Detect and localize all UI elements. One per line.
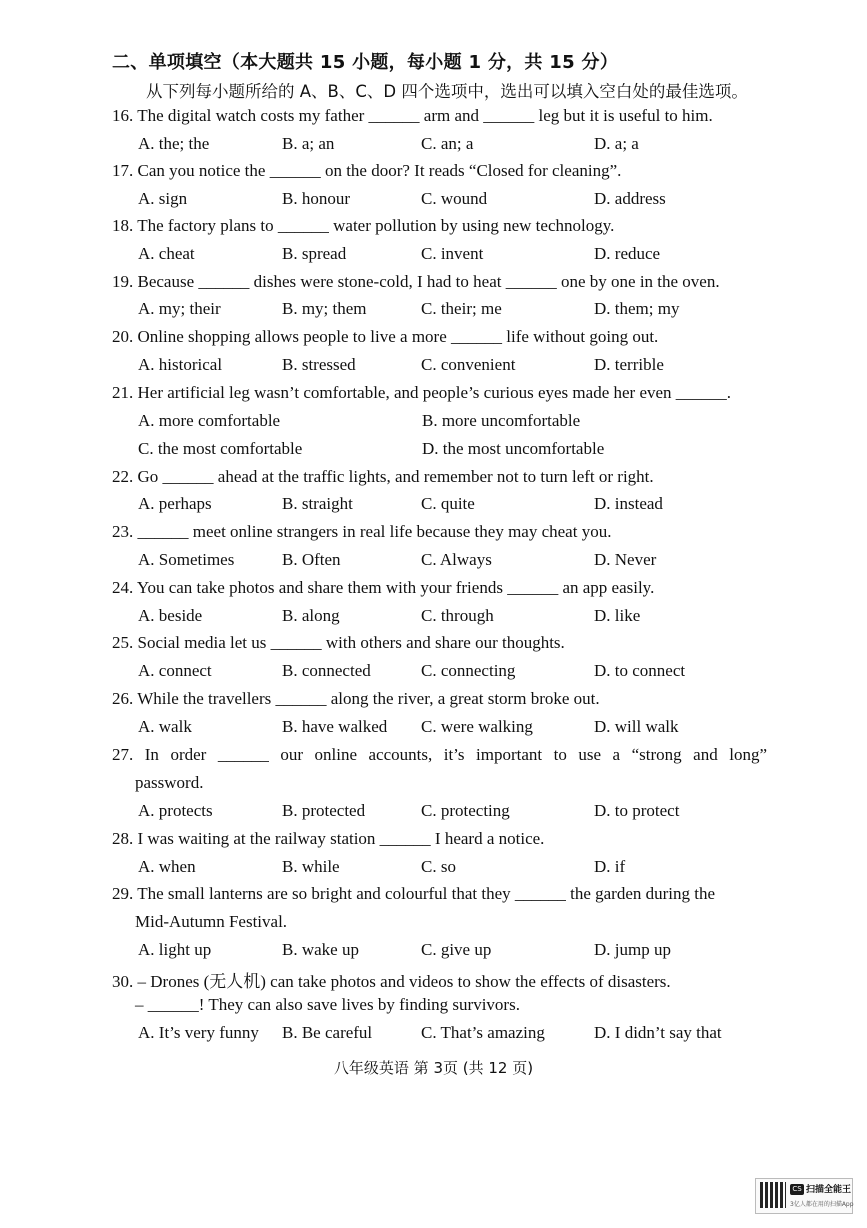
answer-option: A. historical (138, 355, 223, 374)
answer-option: B. my; them (282, 299, 367, 318)
question-16 (112, 106, 713, 126)
question-29 (112, 884, 715, 904)
answer-option: A. light up (138, 940, 212, 959)
question-text: The digital watch costs my father ______ arm and ______ leg but it is useful to him. (137, 106, 713, 125)
answer-option: A. the; the (138, 134, 210, 153)
question-text: Go ______ ahead at the traffic lights, and remember not to turn left or right. (137, 467, 654, 486)
answer-option: B. while (282, 857, 340, 876)
answer-option: B. Be careful (282, 1023, 373, 1042)
question-number: 21. (112, 383, 134, 402)
answer-option: A. more comfortable (138, 411, 281, 430)
question-text-continued: – ______! They can also save lives by finding survivors. (135, 995, 520, 1014)
answer-option: B. straight (282, 494, 353, 513)
question-30 (112, 967, 671, 992)
question-26 (112, 689, 600, 709)
answer-option: C. quite (421, 494, 475, 513)
question-20 (112, 327, 658, 347)
answer-option: B. stressed (282, 355, 356, 374)
answer-option: C. protecting (421, 801, 510, 820)
question-text: Her artificial leg wasn’t comfortable, and people’s curious eyes made her even ______. (137, 383, 732, 402)
answer-option: C. an; a (421, 134, 474, 153)
question-28 (112, 829, 544, 849)
question-23 (112, 522, 611, 542)
question-number: 29. (112, 884, 134, 903)
answer-option: D. I didn’t say that (594, 1023, 722, 1042)
answer-option: C. give up (421, 940, 492, 959)
answer-option: A. protects (138, 801, 213, 820)
answer-option: D. jump up (594, 940, 671, 959)
question-number: 25. (112, 633, 134, 652)
answer-option: D. them; my (594, 299, 680, 318)
answer-option: D. a; a (594, 134, 639, 153)
question-number: 27. (112, 745, 134, 764)
question-number: 17. (112, 161, 134, 180)
answer-option: C. connecting (421, 661, 516, 680)
question-number: 22. (112, 467, 134, 486)
answer-option: B. connected (282, 661, 371, 680)
answer-option: D. reduce (594, 244, 661, 263)
question-text: Because ______ dishes were stone-cold, I had to heat ______ one by one in the oven. (137, 272, 720, 291)
question-number: 30. (112, 972, 134, 991)
answer-option: A. connect (138, 661, 212, 680)
question-17 (112, 161, 621, 181)
answer-option: C. wound (421, 189, 488, 208)
answer-option: A. beside (138, 606, 203, 625)
answer-option: B. protected (282, 801, 366, 820)
question-number: 19. (112, 272, 134, 291)
question-number: 26. (112, 689, 134, 708)
answer-option: A. It’s very funny (138, 1023, 259, 1042)
question-text-continued: Mid-Autumn Festival. (135, 912, 288, 931)
question-text: – Drones (无人机) can take photos and videos to show the effects of disasters. (137, 972, 671, 991)
answer-option: A. walk (138, 717, 192, 736)
answer-option: C. convenient (421, 355, 516, 374)
question-number: 24. (112, 578, 134, 597)
question-number: 18. (112, 216, 134, 235)
question-text: Social media let us ______ with others and share our thoughts. (137, 633, 565, 652)
question-text: Can you notice the ______ on the door? It reads “Closed for cleaning”. (137, 161, 622, 180)
answer-option: C. That’s amazing (421, 1023, 545, 1042)
answer-option: B. wake up (282, 940, 359, 959)
answer-option: C. through (421, 606, 494, 625)
camscanner-logo: CS (790, 1184, 804, 1195)
question-text: You can take photos and share them with your friends ______ an app easily. (136, 578, 655, 597)
question-27 (112, 745, 767, 765)
question-text-continued: password. (135, 773, 204, 792)
question-text: Online shopping allows people to live a more ______ life without going out. (137, 327, 659, 346)
answer-option: A. perhaps (138, 494, 212, 513)
scanner-subtitle: 3亿人都在用的扫描App (790, 1201, 854, 1208)
answer-option: C. invent (421, 244, 484, 263)
answer-option: A. when (138, 857, 196, 876)
scanner-title: 扫描全能王 (806, 1185, 852, 1195)
question-text: The factory plans to ______ water pollution by using new technology. (137, 216, 615, 235)
answer-option: D. address (594, 189, 666, 208)
answer-option: D. terrible (594, 355, 664, 374)
question-text: While the travellers ______ along the river, a great storm broke out. (137, 689, 600, 708)
section-instruction: 从下列每小题所给的 A、B、C、D 四个选项中，选出可以填入空白处的最佳选项。 (146, 82, 748, 101)
answer-option: C. the most comfortable (138, 439, 303, 458)
answer-option: B. more uncomfortable (422, 411, 581, 430)
question-number: 20. (112, 327, 134, 346)
answer-option: A. cheat (138, 244, 195, 263)
answer-option: D. will walk (594, 717, 679, 736)
answer-option: D. the most uncomfortable (422, 439, 605, 458)
question-text: ______ meet online strangers in real life because they may cheat you. (137, 522, 612, 541)
answer-option: C. so (421, 857, 456, 876)
answer-option: D. like (594, 606, 641, 625)
question-24 (112, 578, 654, 598)
question-22 (112, 467, 654, 487)
answer-option: B. Often (282, 550, 341, 569)
answer-option: D. to connect (594, 661, 686, 680)
question-text: The small lanterns are so bright and colourful that they ______ the garden during the (137, 884, 716, 903)
answer-option: B. have walked (282, 717, 388, 736)
qr-code-icon (760, 1182, 786, 1208)
answer-option: A. Sometimes (138, 550, 235, 569)
question-19 (112, 272, 720, 292)
answer-option: B. spread (282, 244, 347, 263)
section-title: 二、单项填空（本大题共 15 小题，每小题 1 分，共 15 分） (112, 52, 619, 73)
answer-option: B. along (282, 606, 340, 625)
question-number: 28. (112, 829, 134, 848)
question-number: 16. (112, 106, 134, 125)
question-18 (112, 216, 614, 236)
question-text: I was waiting at the railway station ______ I heard a notice. (137, 829, 545, 848)
question-number: 23. (112, 522, 134, 541)
answer-option: B. a; an (282, 134, 335, 153)
page-footer: 八年级英语 第 3页 (共 12 页) (333, 1059, 534, 1077)
answer-option: D. Never (594, 550, 657, 569)
answer-option: C. Always (421, 550, 492, 569)
answer-option: C. were walking (421, 717, 533, 736)
answer-option: A. sign (138, 189, 188, 208)
answer-option: A. my; their (138, 299, 221, 318)
answer-option: D. instead (594, 494, 663, 513)
question-25 (112, 633, 565, 653)
answer-option: B. honour (282, 189, 350, 208)
answer-option: D. to protect (594, 801, 680, 820)
question-21 (112, 383, 731, 403)
question-text: In order ______ our online accounts, it’s important to use a “strong and long” (144, 745, 767, 764)
answer-option: D. if (594, 857, 626, 876)
answer-option: C. their; me (421, 299, 502, 318)
scanner-watermark (755, 1178, 853, 1214)
